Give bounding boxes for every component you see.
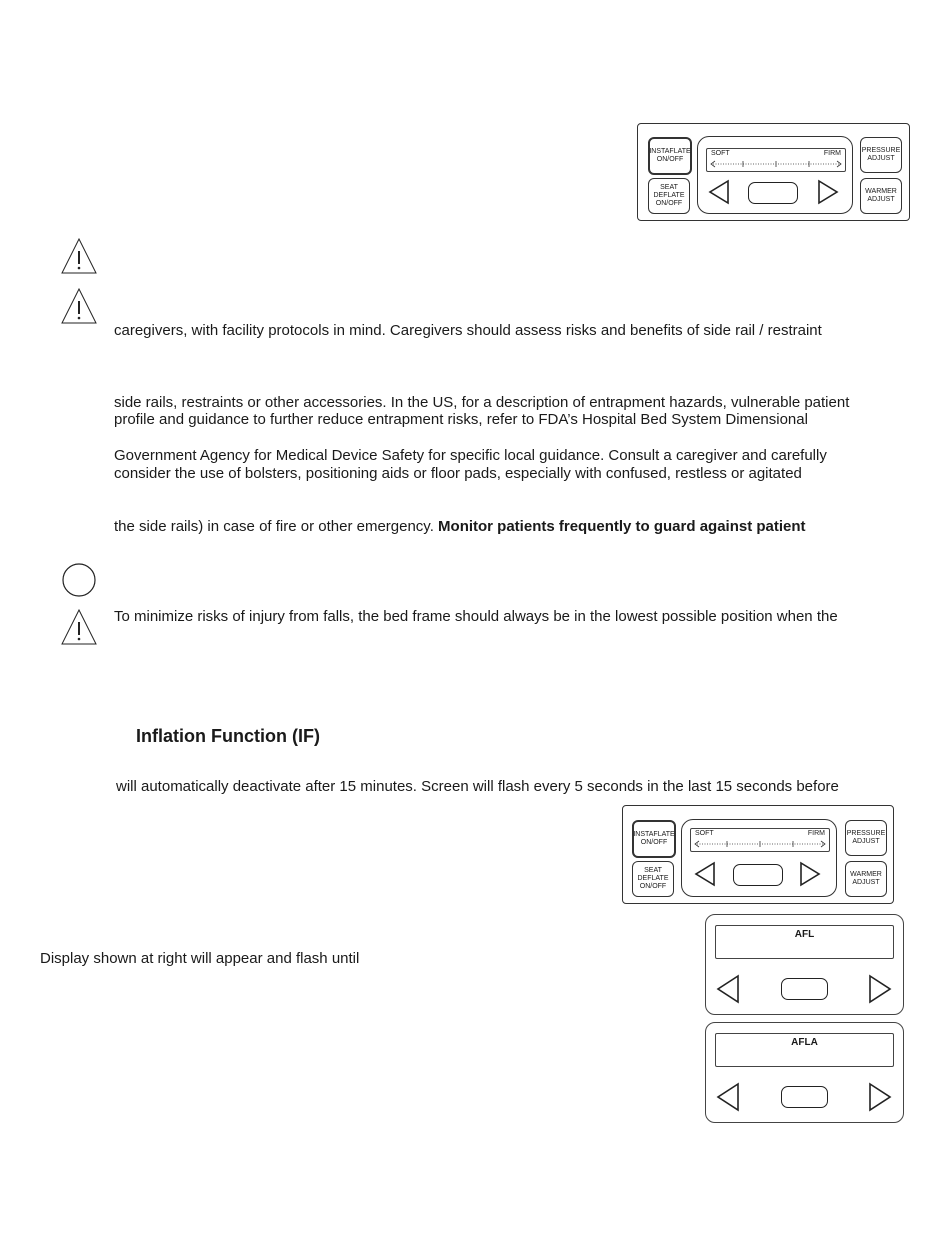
left-arrow-icon[interactable] [694, 861, 716, 887]
paragraph-line: profile and guidance to further reduce entrapment risks, refer to FDA’s Hospital Bed System Dimensional [114, 411, 808, 428]
control-panel-top [637, 123, 910, 221]
seat-deflate-label: SEAT DEFLATE ON/OFF [637, 867, 669, 890]
pressure-scale-icon [710, 159, 842, 169]
soft-label: SOFT [711, 150, 730, 157]
pressure-scale-icon [694, 839, 826, 849]
afla-screen [715, 1033, 894, 1067]
control-center-area [697, 136, 853, 214]
pressure-adjust-label: PRESSURE ADJUST [846, 830, 886, 845]
circle-icon [61, 562, 97, 598]
warning-icon [60, 287, 98, 325]
left-arrow-icon[interactable] [716, 974, 740, 1004]
instaflate-button[interactable] [632, 820, 676, 858]
paragraph-line: consider the use of bolsters, positioning aids or floor pads, especially with confused, restless or agitated [114, 465, 802, 482]
seat-deflate-button[interactable] [632, 861, 674, 897]
seat-deflate-button[interactable] [648, 178, 690, 214]
left-arrow-icon[interactable] [708, 179, 730, 205]
paragraph-line: side rails, restraints or other accessories. In the US, for a description of entrapment hazards, vulnerable patient [114, 394, 850, 411]
warning-icon [60, 608, 98, 646]
center-button[interactable] [781, 1086, 828, 1108]
warmer-adjust-button[interactable] [845, 861, 887, 897]
pressure-adjust-label: PRESSURE ADJUST [861, 147, 901, 162]
paragraph-line: will automatically deactivate after 15 minutes. Screen will flash every 5 seconds in the last 15 seconds before [116, 778, 839, 795]
section-heading: Inflation Function (IF) [136, 726, 320, 746]
right-arrow-icon[interactable] [868, 1082, 892, 1112]
afl-screen [715, 925, 894, 959]
control-center-area [681, 819, 837, 897]
afl-text: AFL [794, 929, 815, 940]
instaflate-label: INSTAFLATE ON/OFF [633, 831, 675, 846]
warmer-adjust-label: WARMER ADJUST [850, 871, 882, 886]
control-panel-bottom [622, 805, 894, 904]
center-button[interactable] [733, 864, 783, 886]
warmer-adjust-button[interactable] [860, 178, 902, 214]
monitor-patients-text: Monitor patients frequently to guard against patient [438, 518, 806, 535]
center-button[interactable] [748, 182, 798, 204]
afla-display [705, 1022, 904, 1123]
pressure-adjust-button[interactable] [845, 820, 887, 856]
paragraph-line: To minimize risks of injury from falls, the bed frame should always be in the lowest possible position when the [114, 608, 838, 625]
left-arrow-icon[interactable] [716, 1082, 740, 1112]
firm-label: FIRM [807, 830, 825, 837]
paragraph-line: caregivers, with facility protocols in mind. Caregivers should assess risks and benefits of side rail / restraint [114, 322, 822, 339]
pressure-lcd [690, 828, 830, 852]
center-button[interactable] [781, 978, 828, 1000]
afl-display [705, 914, 904, 1015]
paragraph-line: Display shown at right will appear and flash until [40, 950, 360, 967]
warning-icon [60, 237, 98, 275]
pressure-adjust-button[interactable] [860, 137, 902, 173]
firm-label: FIRM [823, 150, 841, 157]
instaflate-label: INSTAFLATE ON/OFF [649, 148, 691, 163]
fire-line-text: the side rails) in case of fire or other emergency. [114, 518, 439, 535]
soft-label: SOFT [695, 830, 714, 837]
paragraph-line-fire [114, 518, 806, 536]
right-arrow-icon[interactable] [817, 179, 839, 205]
pressure-lcd [706, 148, 846, 172]
warmer-adjust-label: WARMER ADJUST [865, 188, 897, 203]
seat-deflate-label: SEAT DEFLATE ON/OFF [653, 184, 685, 207]
afla-text: AFLA [791, 1037, 818, 1048]
right-arrow-icon[interactable] [868, 974, 892, 1004]
instaflate-button[interactable] [648, 137, 692, 175]
right-arrow-icon[interactable] [799, 861, 821, 887]
paragraph-line: Government Agency for Medical Device Safety for specific local guidance. Consult a caregiver and carefully [114, 447, 827, 464]
